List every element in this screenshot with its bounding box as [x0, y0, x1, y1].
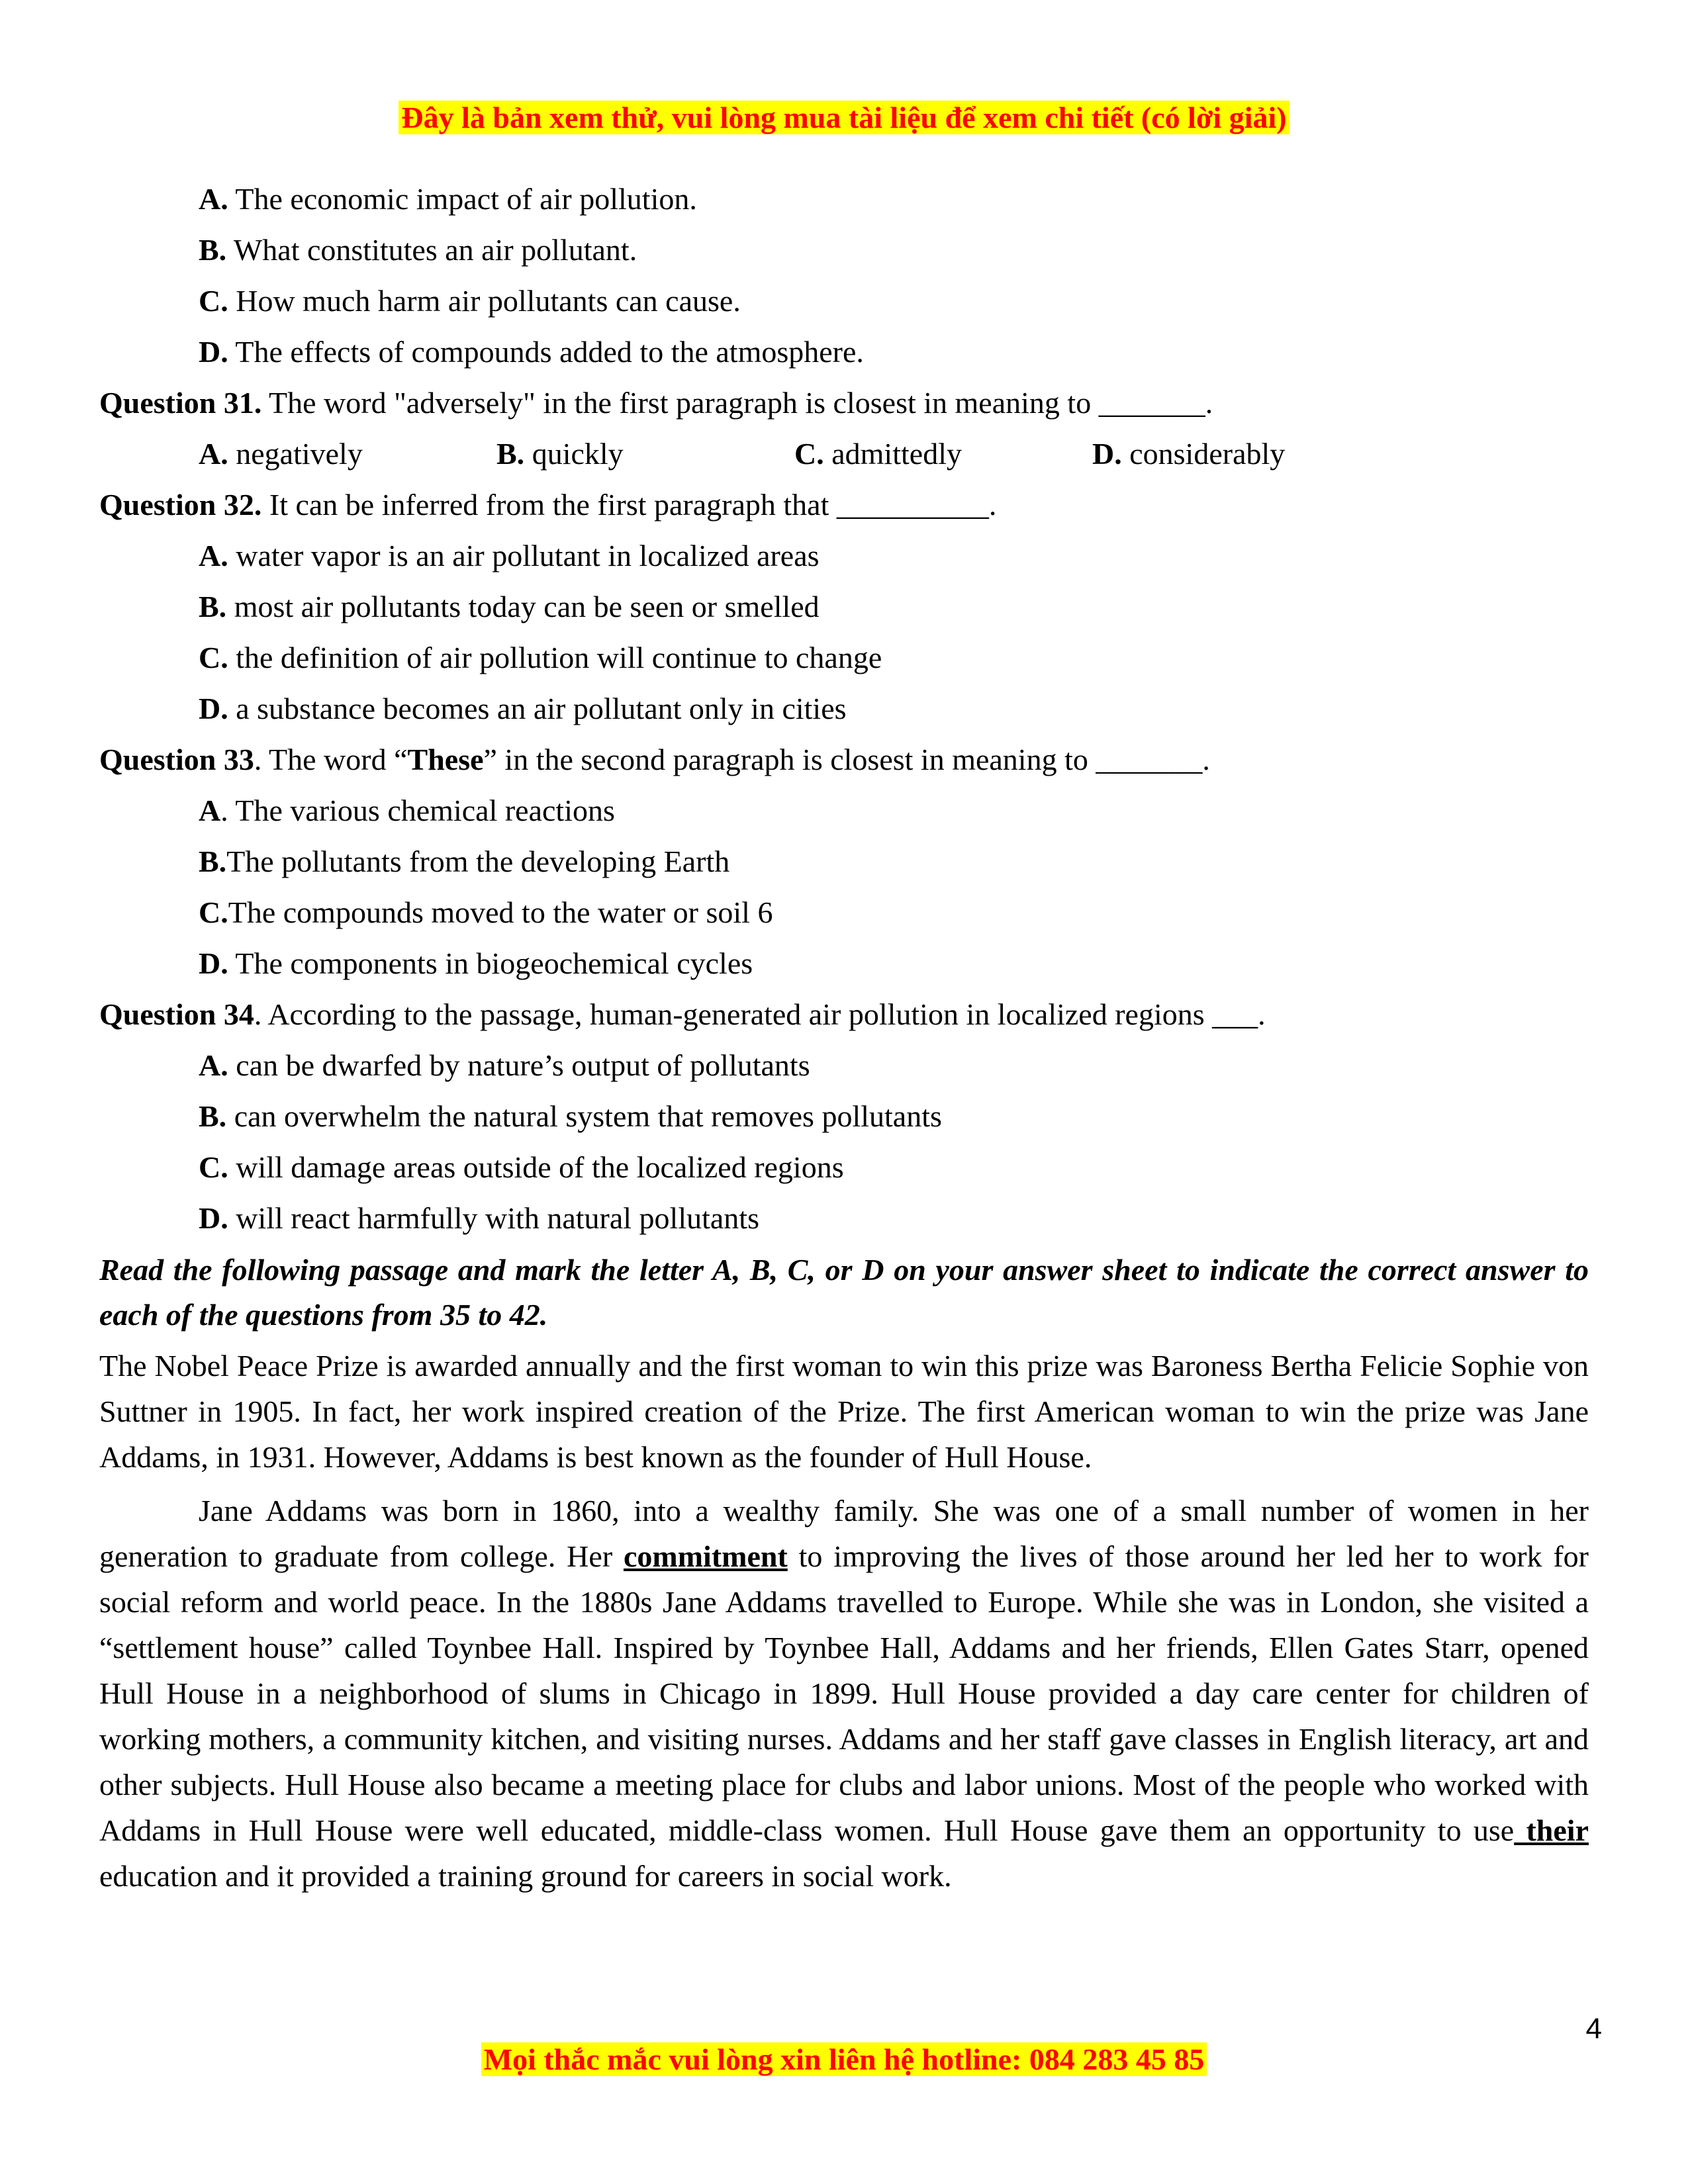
- hotline-banner: [0, 2041, 1688, 2078]
- question-label: Question 31.: [99, 386, 262, 420]
- option-32a: [99, 530, 1589, 581]
- option-text: What constitutes an air pollutant.: [226, 233, 637, 267]
- option-34d: [99, 1193, 1589, 1244]
- option-text: can overwhelm the natural system that removes pollutants: [226, 1099, 942, 1133]
- option-text: will react harmfully with natural pollutants: [228, 1201, 759, 1235]
- option-text: water vapor is an air pollutant in localized areas: [228, 539, 820, 572]
- question-label: Question 33: [99, 743, 254, 776]
- option-letter: B.: [199, 1099, 227, 1133]
- option-text: considerably: [1121, 437, 1286, 471]
- option-30c: [99, 275, 1589, 326]
- passage-text: education and it provided a training ground for careers in social work.: [99, 1859, 952, 1893]
- option-33c: [99, 887, 1589, 938]
- option-text: will damage areas outside of the localized regions: [228, 1150, 844, 1184]
- option-letter: C.: [794, 437, 824, 471]
- option-letter: C.: [199, 895, 228, 929]
- option-text: The components in biogeochemical cycles: [228, 946, 753, 980]
- option-34b: [99, 1091, 1589, 1142]
- question-stem: . According to the passage, human-generated air pollution in localized regions ___.: [254, 997, 1266, 1031]
- question-stem: The word "adversely" in the first paragraph is closest in meaning to _______.: [261, 386, 1213, 420]
- option-31c: [794, 428, 1092, 479]
- option-33a: [99, 785, 1589, 836]
- worksheet-content: [99, 173, 1589, 1899]
- option-letter: A: [199, 794, 221, 827]
- option-letter: B.: [199, 590, 227, 623]
- option-32c: [99, 632, 1589, 683]
- question-stem-post: ” in the second paragraph is closest in meaning to _______.: [483, 743, 1210, 776]
- option-letter: D.: [199, 692, 228, 725]
- options-31: [99, 428, 1589, 479]
- hotline-banner-text: Mọi thắc mắc vui lòng xin liên hệ hotline: 084 283 45 85: [481, 2042, 1207, 2076]
- option-text: The effects of compounds added to the atmosphere.: [228, 335, 864, 369]
- question-34: [99, 989, 1589, 1040]
- preview-banner: [0, 99, 1688, 136]
- option-34a: [99, 1040, 1589, 1091]
- option-letter: D.: [1092, 437, 1122, 471]
- option-text: most air pollutants today can be seen or smelled: [226, 590, 820, 623]
- passage-text: to improving the lives of those around her led her to work for social reform and world peace. In the 1880s Jane Addams travelled to Europe. While she was in London, she visited a “settlement house” called Toynbee Hall. Inspired by Toynbee Hall, Addams and her friends, Ellen Gates Starr, opened Hull House in a neighborhood of slums in Chicago in 1899. Hull House provided a day care center for children of working mothers, a community kitchen, and visiting nurses. Addams and her staff gave classes in English literacy, art and other subjects. Hull House also became a meeting place for clubs and labor unions. Most of the people who worked with Addams in Hull House were well educated, middle-class women. Hull House gave them an opportunity to use: [99, 1539, 1589, 1847]
- option-text: . The various chemical reactions: [220, 794, 615, 827]
- option-text: admittedly: [823, 437, 962, 471]
- question-stem-pre: . The word “: [254, 743, 408, 776]
- passage-text: Jane Addams was born in 1860, into a wealthy family. She was one of a small number of women in her generation to graduate from college. Her: [99, 1494, 1589, 1573]
- question-31: [99, 377, 1589, 428]
- option-31b: [496, 428, 794, 479]
- option-letter: C.: [199, 641, 228, 674]
- underlined-word-commitment: commitment: [623, 1539, 788, 1573]
- option-31d: [1092, 428, 1390, 479]
- option-letter: C.: [199, 1150, 228, 1184]
- option-33d: [99, 938, 1589, 989]
- reading-instruction: Read the following passage and mark the letter A, B, C, or D on your answer sheet to indicate the correct answer to each of the questions from 35 to 42.: [99, 1253, 1589, 1332]
- option-33b: [99, 836, 1589, 887]
- option-letter: C.: [199, 284, 228, 318]
- option-text: How much harm air pollutants can cause.: [228, 284, 741, 318]
- option-text: negatively: [228, 437, 363, 471]
- question-label: Question 34: [99, 997, 254, 1031]
- question-stem: It can be inferred from the first paragraph that __________.: [261, 488, 997, 522]
- option-text: The economic impact of air pollution.: [228, 182, 697, 216]
- option-34c: [99, 1142, 1589, 1193]
- option-letter: A.: [199, 539, 228, 572]
- option-30d: [99, 326, 1589, 377]
- option-letter: B.: [199, 844, 227, 878]
- question-keyword: These: [407, 743, 484, 776]
- passage-paragraph-2: [99, 1488, 1589, 1899]
- underlined-word-their: their: [1514, 1813, 1589, 1847]
- option-text: quickly: [524, 437, 624, 471]
- question-33: [99, 734, 1589, 785]
- option-letter: A.: [199, 1048, 228, 1082]
- page-number: 4: [1585, 2013, 1602, 2045]
- preview-banner-text: Đây là bản xem thử, vui lòng mua tài liệu để xem chi tiết (có lời giải): [399, 101, 1289, 134]
- option-letter: D.: [199, 946, 228, 980]
- option-text: the definition of air pollution will continue to change: [228, 641, 882, 674]
- option-text: The pollutants from the developing Earth: [226, 844, 730, 878]
- option-30a: [99, 173, 1589, 224]
- option-text: a substance becomes an air pollutant only in cities: [228, 692, 847, 725]
- question-label: Question 32.: [99, 488, 262, 522]
- option-32b: [99, 581, 1589, 632]
- option-letter: A.: [199, 437, 228, 471]
- option-32d: [99, 683, 1589, 734]
- option-letter: A.: [199, 182, 228, 216]
- option-letter: B.: [496, 437, 525, 471]
- option-text: The compounds moved to the water or soil 6: [228, 895, 773, 929]
- option-31a: [199, 428, 496, 479]
- option-letter: D.: [199, 1201, 228, 1235]
- option-text: can be dwarfed by nature’s output of pollutants: [228, 1048, 810, 1082]
- question-32: [99, 479, 1589, 530]
- option-letter: B.: [199, 233, 227, 267]
- option-letter: D.: [199, 335, 228, 369]
- option-30b: [99, 224, 1589, 275]
- passage-paragraph-1: The Nobel Peace Prize is awarded annually and the first woman to win this prize was Baroness Bertha Felicie Sophie von Suttner in 1905. In fact, her work inspired creation of the Prize. The first American woman to win the prize was Jane Addams, in 1931. However, Addams is best known as the founder of Hull House.: [99, 1349, 1589, 1474]
